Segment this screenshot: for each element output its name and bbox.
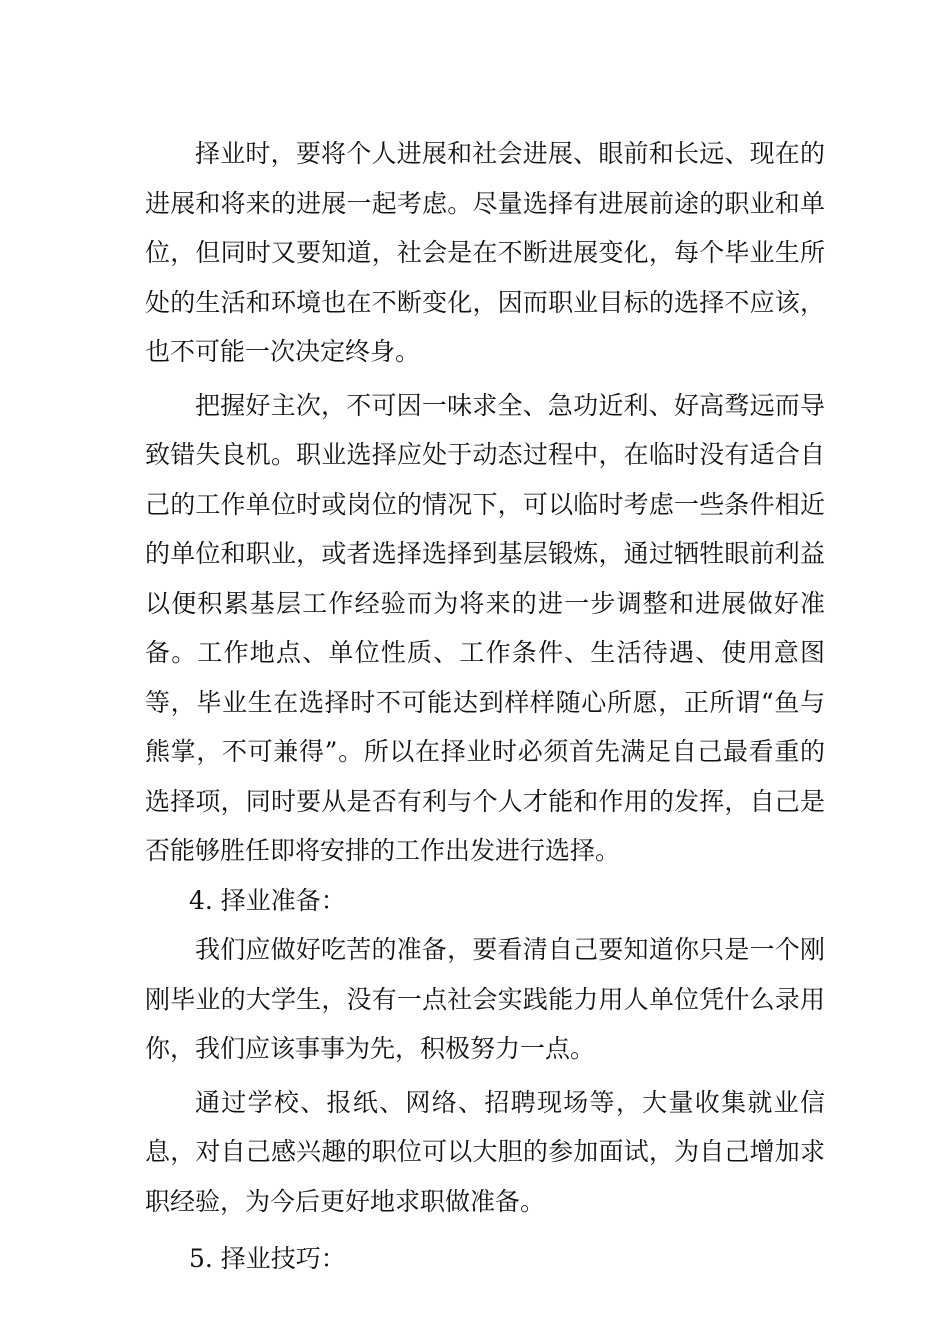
section-heading-4: 4. 择业准备：	[189, 885, 346, 915]
paragraph-preparation: 我们应做好吃苦的准备，要看清自己要知道你只是一个刚刚毕业的大学生，没有一点社会实践能力用人单位凭什么录用你，我们应该事事为先，积极努力一点。	[145, 935, 825, 1063]
paragraph-priorities: 把握好主次，不可因一味求全、急功近利、好高骛远而导致错失良机。职业选择应处于动态过程中，在临时没有适合自己的工作单位时或岗位的情况下，可以临时考虑一些条件相近的单位和职业，或者选择选择到基层锻炼，通过牺牲眼前利益以便积累基层工作经验而为将来的进一步调整和进展做好准备。工作地点、单位性质、工作条件、生活待遇、使用意图等，毕业生在选择时不可能达到样样随心所愿，正所谓“鱼与熊掌，不可兼得”。所以在择业时必须首先满足自己最看重的选择项，同时要从是否有利与个人才能和作用的发挥，自己是否能够胜任即将安排的工作出发进行选择。	[145, 390, 825, 865]
paragraph-job-information: 通过学校、报纸、网络、招聘现场等，大量收集就业信息，对自己感兴趣的职位可以大胆的参加面试，为自己增加求职经验，为今后更好地求职做准备。	[145, 1087, 825, 1216]
document-body	[145, 129, 825, 1284]
section-heading-5: 5. 择业技巧：	[189, 1244, 346, 1273]
paragraph-career-choice-balance: 择业时，要将个人进展和社会进展、眼前和长远、现在的进展和将来的进展一起考虑。尽量选择有进展前途的职业和单位，但同时又要知道，社会是在不断进展变化，每个毕业生所处的生活和环境也在不断变化，因而职业目标的选择不应该，也不可能一次决定终身。	[145, 139, 825, 366]
